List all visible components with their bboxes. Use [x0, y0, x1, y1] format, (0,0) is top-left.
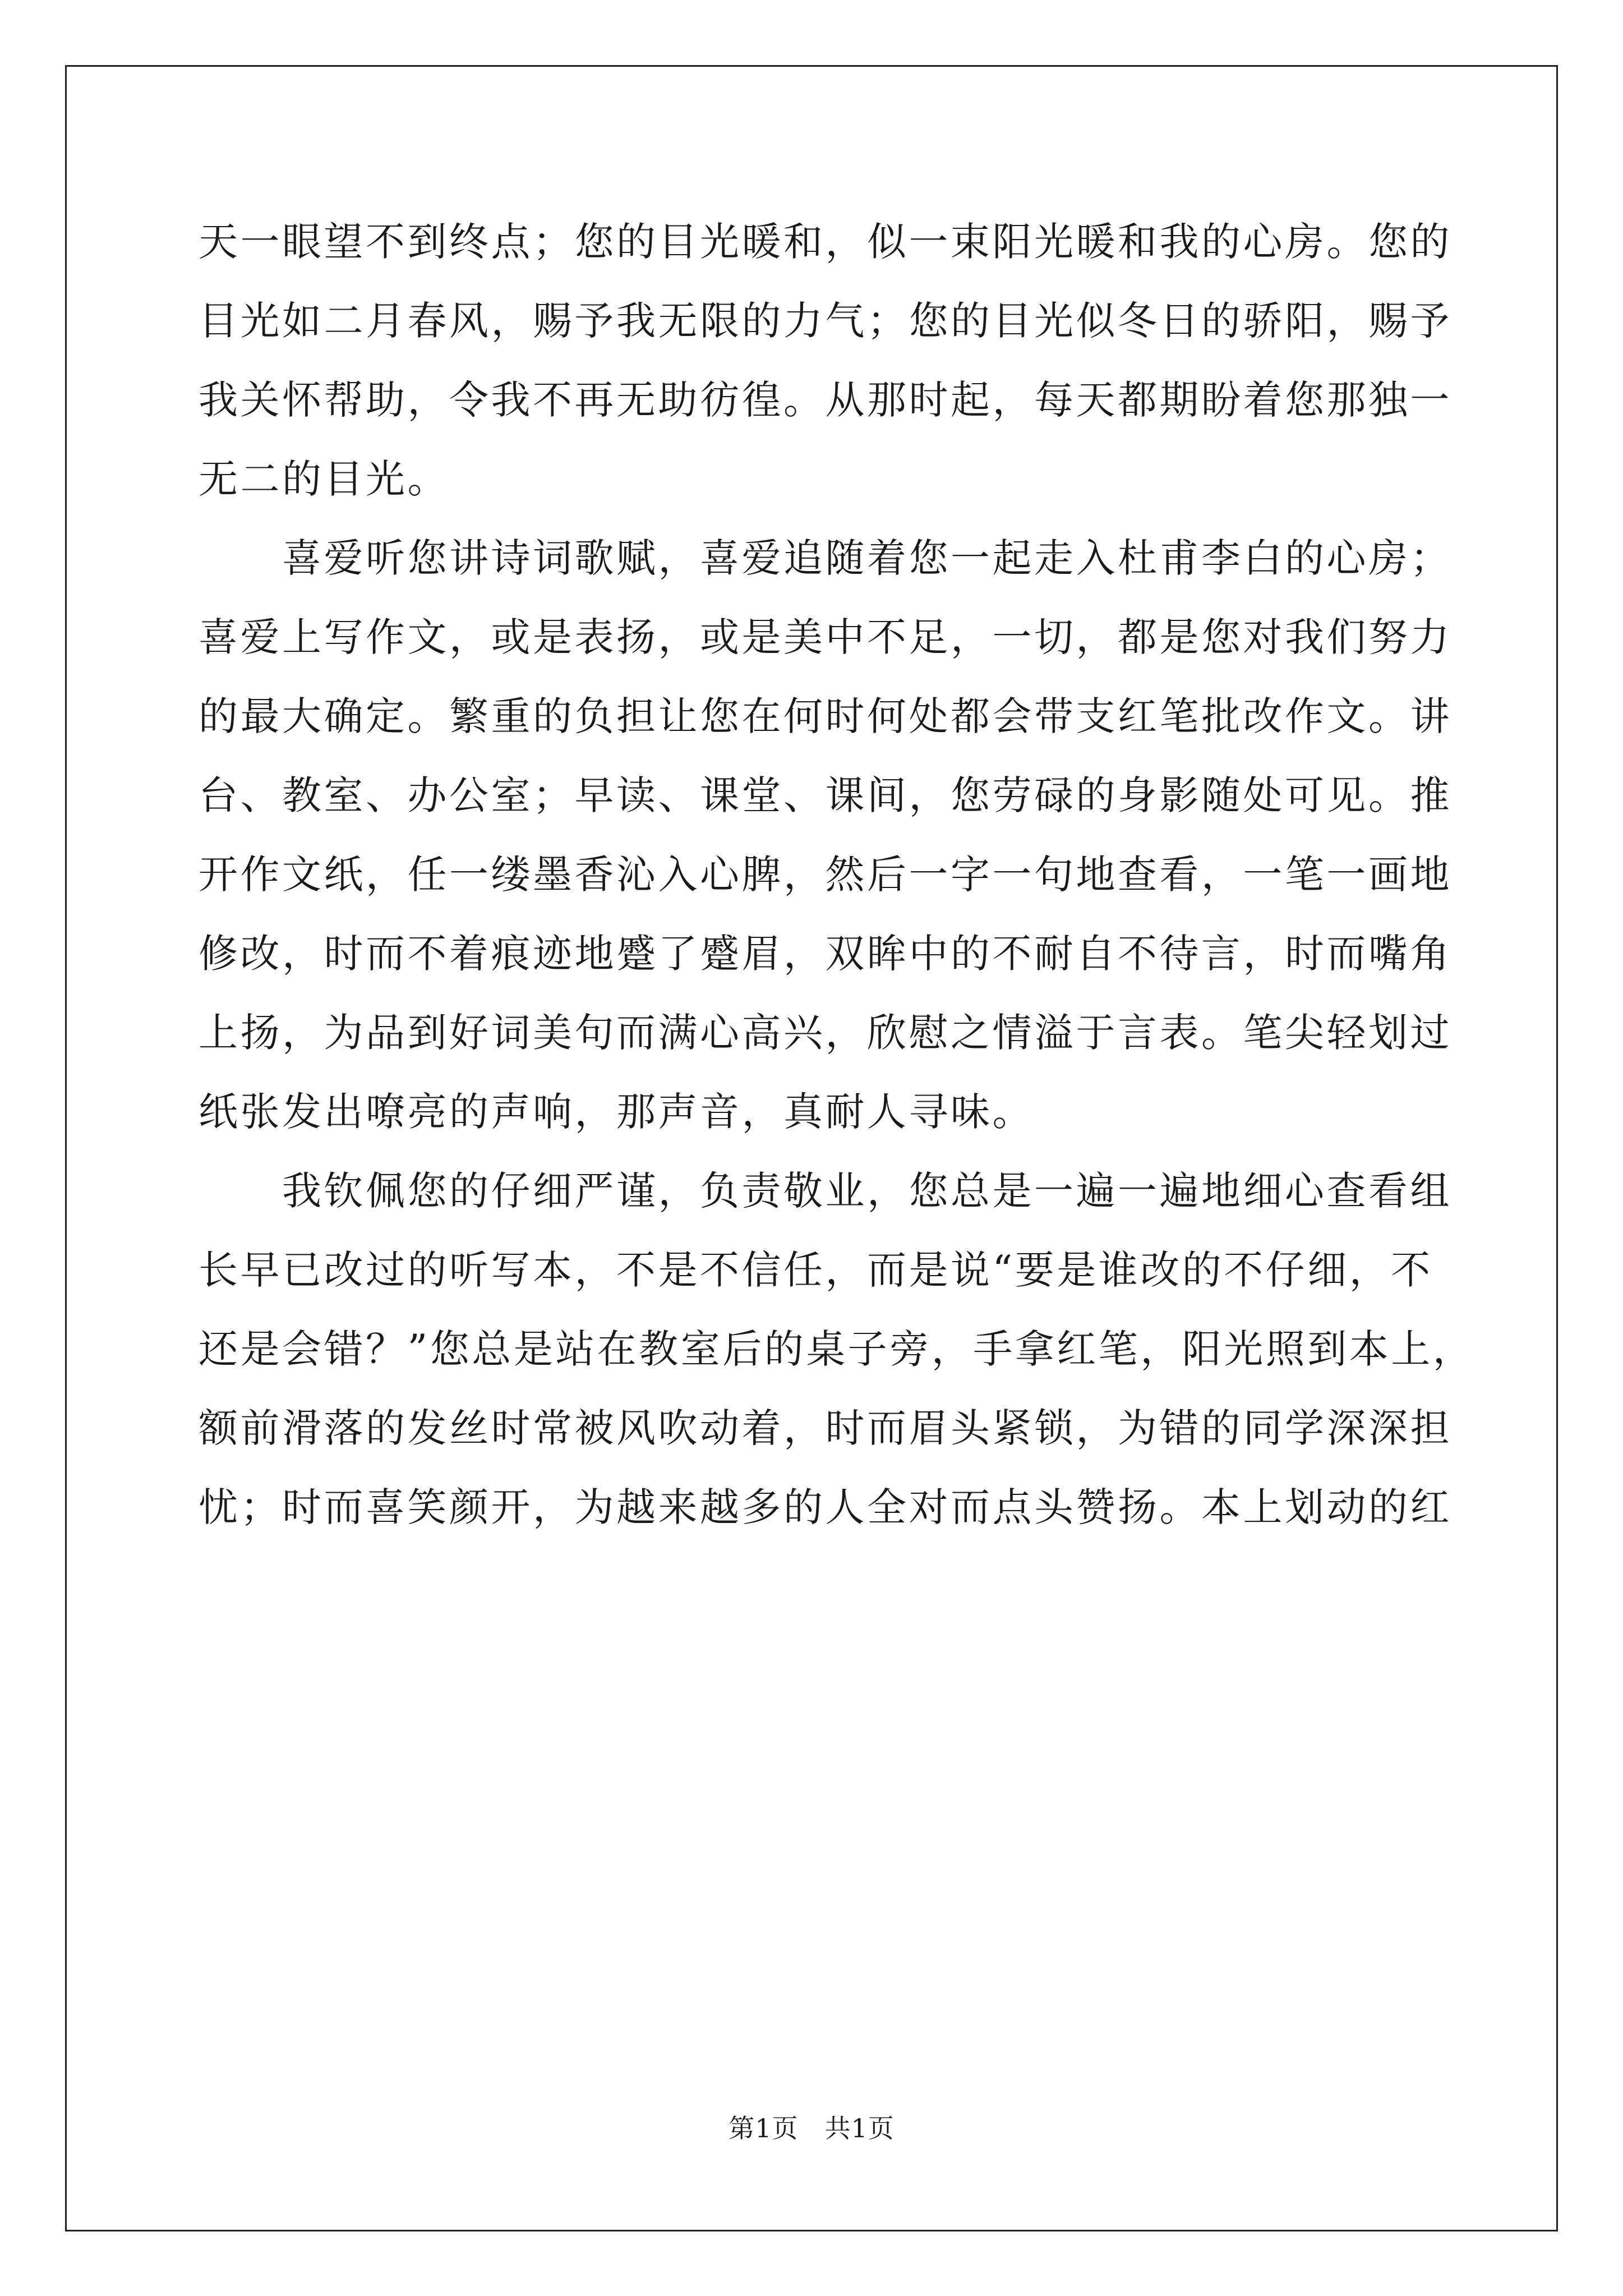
text-line: 还是会错？”您总是站在教室后的桌子旁，手拿红笔，阳光照到本上， — [199, 1326, 1475, 1372]
text-line: 无二的目光。 — [199, 456, 449, 502]
text-line: 开作文纸，任一缕墨香沁入心脾，然后一字一句地查看，一笔一画地 — [199, 852, 1452, 898]
text-line: 我钦佩您的仔细严谨，负责敬业，您总是一遍一遍地细心查看组 — [199, 1168, 1452, 1214]
text-line: 我关怀帮助，令我不再无助彷徨。从那时起，每天都期盼着您那独一 — [199, 377, 1452, 423]
text-line: 忧；时而喜笑颜开，为越来越多的人全对而点头赞扬。本上划动的红 — [199, 1484, 1452, 1530]
text-line: 喜爱上写作文，或是表扬，或是美中不足，一切，都是您对我们努力 — [199, 614, 1452, 660]
text-line: 台、教室、办公室；早读、课堂、课间，您劳碌的身影随处可见。推 — [199, 772, 1452, 818]
text-line: 上扬，为品到好词美句而满心高兴，欣慰之情溢于言表。笔尖轻划过 — [199, 1010, 1452, 1056]
page-number-footer: 第1页 共1页 — [728, 2113, 895, 2143]
text-line: 纸张发出嘹亮的声响，那声音，真耐人寻味。 — [199, 1089, 1034, 1135]
text-line: 天一眼望不到终点；您的目光暖和，似一束阳光暖和我的心房。您的 — [199, 219, 1452, 265]
text-line: 目光如二月春风，赐予我无限的力气；您的目光似冬日的骄阳，赐予 — [199, 298, 1452, 344]
text-line: 修改，时而不着痕迹地蹙了蹙眉，双眸中的不耐自不待言，时而嘴角 — [199, 931, 1452, 977]
text-line: 的最大确定。繁重的负担让您在何时何处都会带支红笔批改作文。讲 — [199, 693, 1452, 739]
text-line: 喜爱听您讲诗词歌赋，喜爱追随着您一起走入杜甫李白的心房； — [199, 535, 1452, 581]
text-line: 长早已改过的听写本，不是不信任，而是说“要是谁改的不仔细，不 — [199, 1247, 1433, 1293]
text-line: 额前滑落的发丝时常被风吹动着，时而眉头紧锁，为错的同学深深担 — [199, 1405, 1452, 1451]
